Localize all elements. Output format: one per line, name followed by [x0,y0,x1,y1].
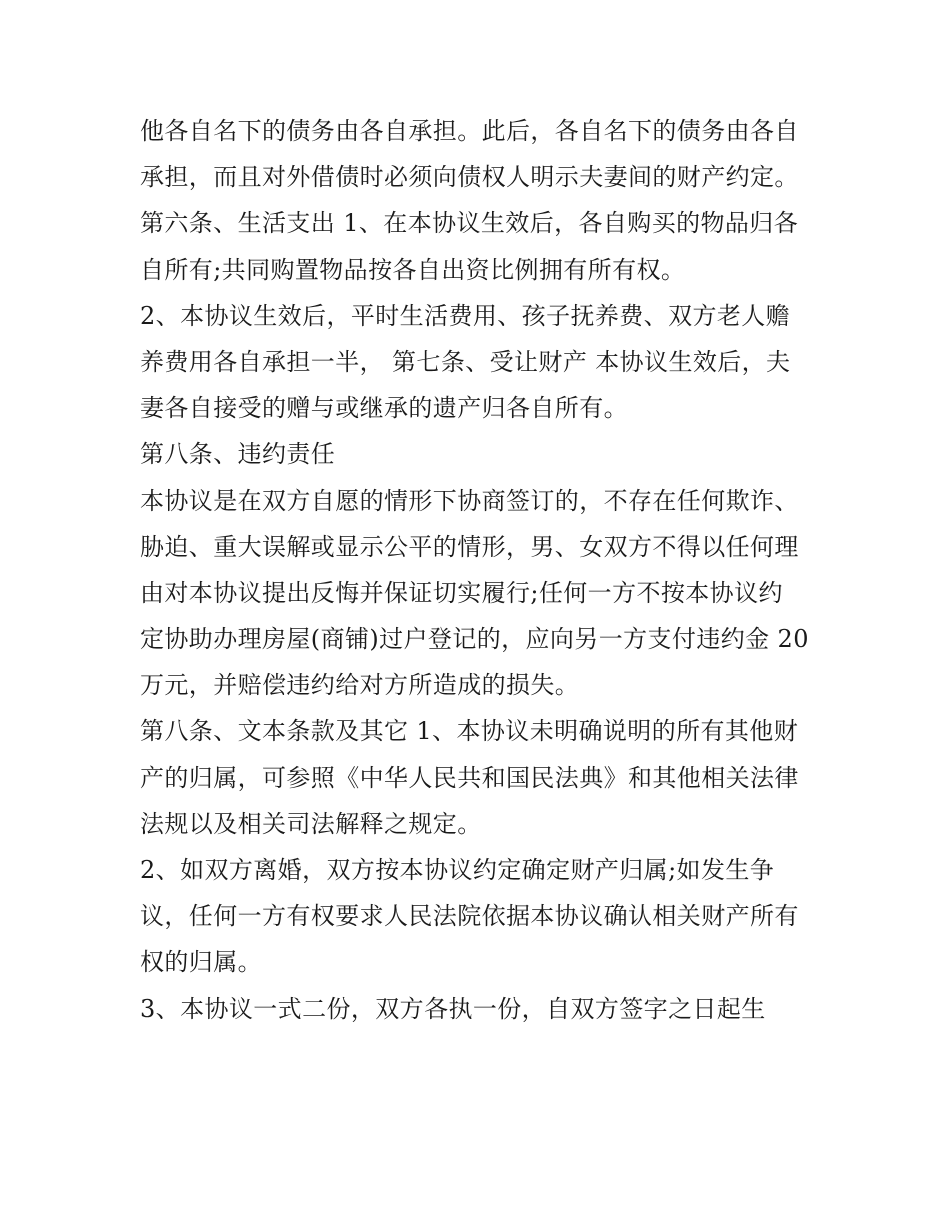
agreement-body-text [140,108,820,1032]
text-line: 妻各自接受的赠与或继承的遗产归各自所有。 [140,394,628,423]
section-heading-breach-liability: 第八条、违约责任 [140,440,336,469]
text-line: 第六条、生活支出 1、在本协议生效后，各自购买的物品归各 [140,209,799,238]
text-line: 本协议是在双方自愿的情形下协商签订的，不存在任何欺诈、 [140,486,799,515]
text-line: 定协助办理房屋(商铺)过户登记的，应向另一方支付违约金 20 [140,625,809,654]
text-line: 第八条、文本条款及其它 1、本协议未明确说明的所有其他财 [140,717,799,746]
text-line: 他各自名下的债务由各自承担。此后，各自名下的债务由各自 [140,117,799,145]
text-line: 2、本协议生效后，平时生活费用、孩子抚养费、双方老人赡 [140,301,791,330]
text-line: 养费用各自承担一半， 第七条、受让财产 本协议生效后，夫 [140,347,791,376]
text-line: 自所有;共同购置物品按各自出资比例拥有所有权。 [140,255,686,284]
text-line: 承担，而且对外借债时必须向债权人明示夫妻间的财产约定。 [140,163,799,192]
text-line: 2、如双方离婚，双方按本协议约定确定财产归属;如发生争 [140,856,775,884]
text-line: 权的归属。 [140,948,262,977]
text-line: 由对本协议提出反悔并保证切实履行;任何一方不按本协议约 [140,578,783,607]
text-line: 议，任何一方有权要求人民法院依据本协议确认相关财产所有 [140,902,799,931]
text-line: 法规以及相关司法解释之规定。 [140,809,482,838]
text-line: 产的归属，可参照《中华人民共和国民法典》和其他相关法律 [140,763,799,792]
text-line: 万元，并赔偿违约给对方所造成的损失。 [140,671,580,700]
text-line: 胁迫、重大误解或显示公平的情形，男、女双方不得以任何理 [140,532,799,561]
text-line: 3、本协议一式二份，双方各执一份，自双方签字之日起生 [140,994,766,1023]
